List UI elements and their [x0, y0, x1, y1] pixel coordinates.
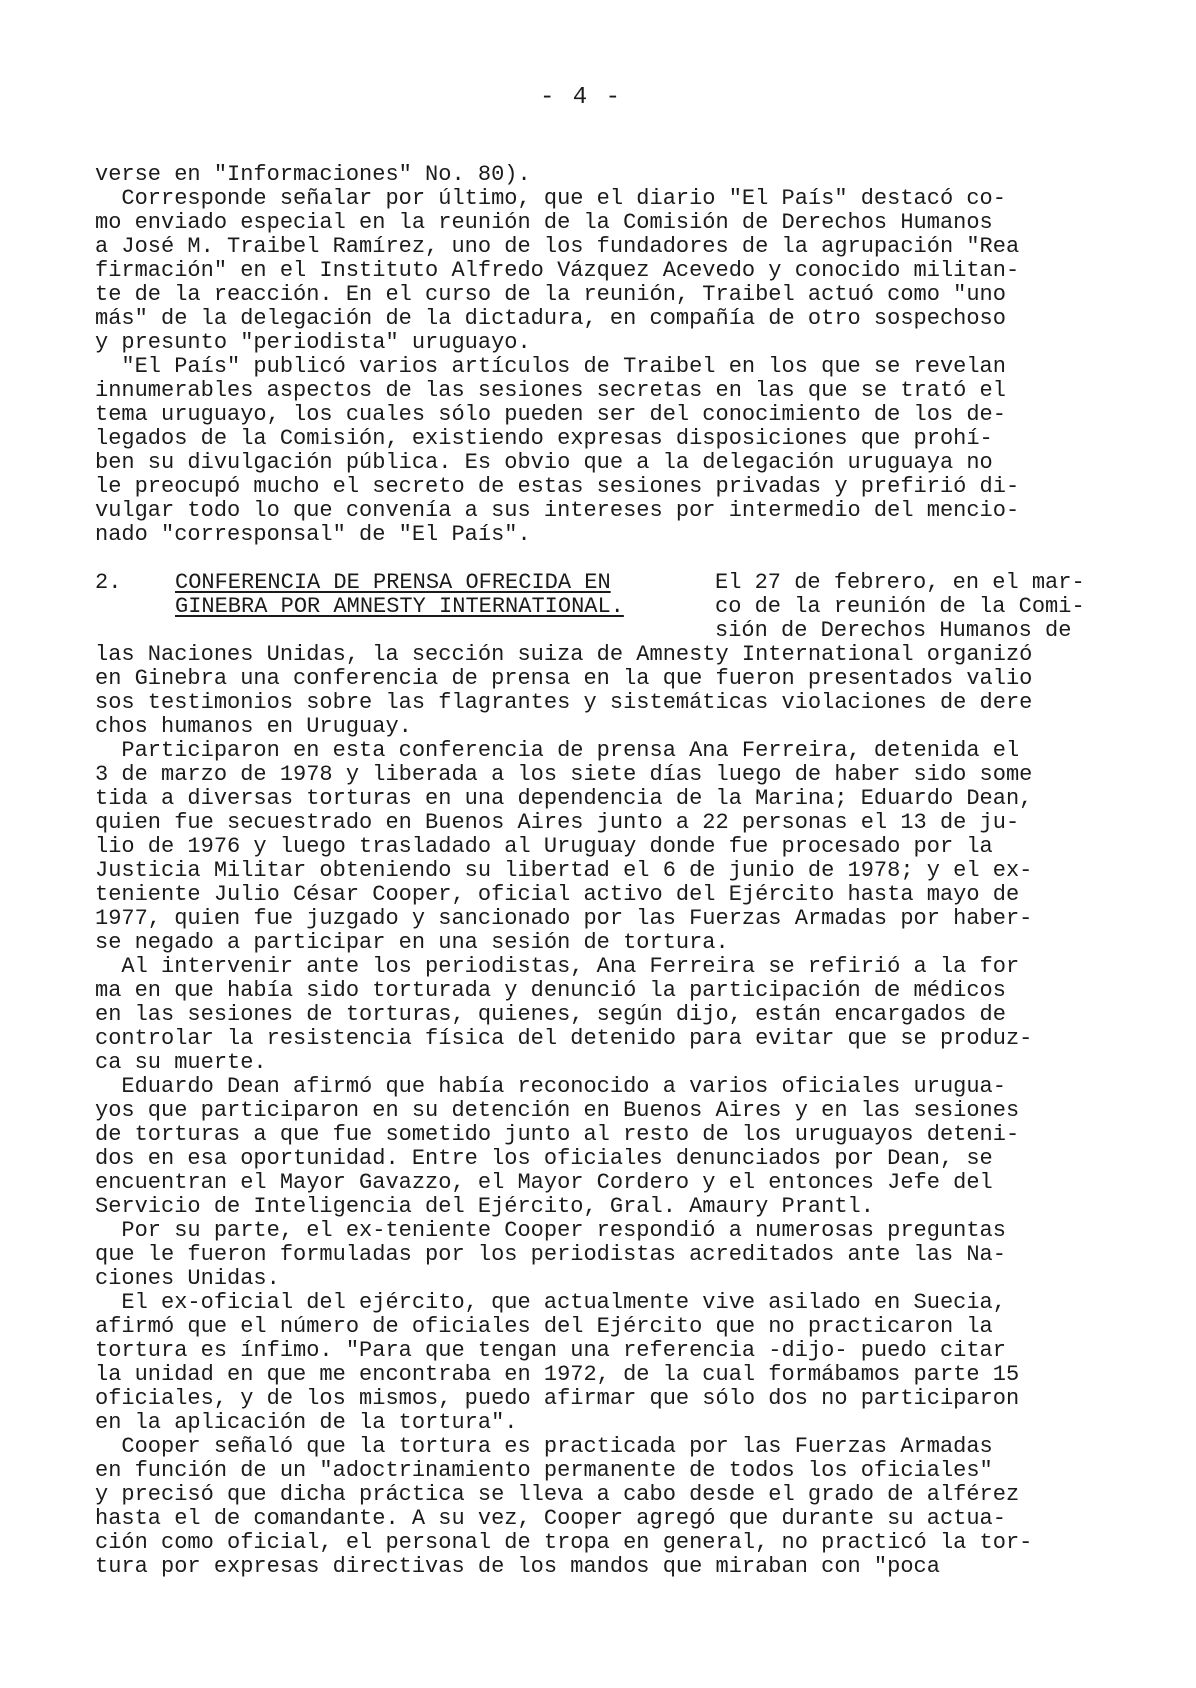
text-line: y precisó que dicha práctica se lleva a cabo desde el grado de alférez [95, 1482, 1020, 1507]
text-line: ca su muerte. [95, 1050, 267, 1075]
text-line: lio de 1976 y luego trasladado al Uruguay donde fue procesado por la [95, 834, 993, 859]
text-line: encuentran el Mayor Gavazzo, el Mayor Cordero y el entonces Jefe del [95, 1170, 993, 1195]
text-line: y presunto "periodista" uruguayo. [95, 330, 531, 355]
text-line: afirmó que el número de oficiales del Ejército que no practicaron la [95, 1314, 993, 1339]
text-line: 3 de marzo de 1978 y liberada a los siete días luego de haber sido some [95, 762, 1033, 787]
intro-line: sión de Derechos Humanos de [715, 618, 1072, 643]
text-line: te de la reacción. En el curso de la reunión, Traibel actuó como "uno [95, 282, 1006, 307]
text-line: innumerables aspectos de las sesiones secretas en las que se trató el [95, 378, 1006, 403]
text-line: ben su divulgación pública. Es obvio que a la delegación uruguaya no [95, 450, 993, 475]
text-line: dos en esa oportunidad. Entre los oficiales denunciados por Dean, se [95, 1146, 993, 1171]
text-line: sos testimonios sobre las flagrantes y sistemáticas violaciones de dere [95, 690, 1033, 715]
text-line: teniente Julio César Cooper, oficial activo del Ejército hasta mayo de [95, 882, 1020, 907]
text-line: a José M. Traibel Ramírez, uno de los fundadores de la agrupación "Rea [95, 234, 1020, 259]
text-line: Cooper señaló que la tortura es practicada por las Fuerzas Armadas [95, 1434, 993, 1459]
heading-line: CONFERENCIA DE PRENSA OFRECIDA EN [175, 570, 611, 595]
section-2 [95, 571, 1125, 643]
text-line: nado "corresponsal" de "El País". [95, 522, 531, 547]
text-line: tema uruguayo, los cuales sólo pueden ser del conocimiento de los de- [95, 402, 1006, 427]
page-number: - 4 - [540, 84, 623, 111]
text-line: El ex-oficial del ejército, que actualmente vive asilado en Suecia, [95, 1290, 1006, 1315]
text-line: legados de la Comisión, existiendo expresas disposiciones que prohí- [95, 426, 993, 451]
text-line: de torturas a que fue sometido junto al resto de los uruguayos deteni- [95, 1122, 1020, 1147]
section-heading [175, 571, 624, 619]
intro-line: El 27 de febrero, en el mar- [715, 570, 1085, 595]
text-line: tura por expresas directivas de los mandos que miraban con "poca [95, 1554, 940, 1579]
text-line: Servicio de Inteligencia del Ejército, Gral. Amaury Prantl. [95, 1194, 874, 1219]
text-line: 1977, quien fue juzgado y sancionado por las Fuerzas Armadas por haber- [95, 906, 1033, 931]
text-line: más" de la delegación de la dictadura, en compañía de otro sospechoso [95, 306, 1006, 331]
text-line: hasta el de comandante. A su vez, Cooper agregó que durante su actua- [95, 1506, 1006, 1531]
text-line: en la aplicación de la tortura". [95, 1410, 518, 1435]
text-line: la unidad en que me encontraba en 1972, de la cual formábamos parte 15 [95, 1362, 1020, 1387]
text-line: yos que participaron en su detención en Buenos Aires y en las sesiones [95, 1098, 1020, 1123]
text-line: controlar la resistencia física del detenido para evitar que se produz- [95, 1026, 1033, 1051]
paragraph-block-bottom [95, 643, 1125, 1579]
text-line: Eduardo Dean afirmó que había reconocido a varios oficiales urugua- [95, 1074, 1006, 1099]
paragraph-block-top [95, 163, 1125, 547]
text-line: en Ginebra una conferencia de prensa en la que fueron presentados valio [95, 666, 1033, 691]
heading-line: GINEBRA POR AMNESTY INTERNATIONAL. [175, 594, 624, 619]
text-line: en las sesiones de torturas, quienes, según dijo, están encargados de [95, 1002, 1006, 1027]
text-line: quien fue secuestrado en Buenos Aires junto a 22 personas el 13 de ju- [95, 810, 1020, 835]
text-line: verse en "Informaciones" No. 80). [95, 162, 531, 187]
text-line: que le fueron formuladas por los periodistas acreditados ante las Na- [95, 1242, 1006, 1267]
text-line: tortura es ínfimo. "Para que tengan una referencia -dijo- puedo citar [95, 1338, 1006, 1363]
section-intro [715, 571, 1085, 643]
text-line: Por su parte, el ex-teniente Cooper respondió a numerosas preguntas [95, 1218, 1006, 1243]
text-line: "El País" publicó varios artículos de Traibel en los que se revelan [95, 354, 1006, 379]
text-line: le preocupó mucho el secreto de estas sesiones privadas y prefirió di- [95, 474, 1020, 499]
text-line: oficiales, y de los mismos, puedo afirmar que sólo dos no participaron [95, 1386, 1020, 1411]
text-line: ción como oficial, el personal de tropa en general, no practicó la tor- [95, 1530, 1033, 1555]
text-line: vulgar todo lo que convenía a sus intereses por intermedio del mencio- [95, 498, 1020, 523]
intro-line: co de la reunión de la Comi- [715, 594, 1085, 619]
text-line: firmación" en el Instituto Alfredo Vázquez Acevedo y conocido militan- [95, 258, 1020, 283]
text-line: Corresponde señalar por último, que el diario "El País" destacó co- [95, 186, 1006, 211]
text-line: chos humanos en Uruguay. [95, 714, 412, 739]
text-line: ma en que había sido torturada y denunció la participación de médicos [95, 978, 1006, 1003]
text-line: Justicia Militar obteniendo su libertad el 6 de junio de 1978; y el ex- [95, 858, 1033, 883]
text-line: en función de un "adoctrinamiento permanente de todos los oficiales" [95, 1458, 993, 1483]
text-line: las Naciones Unidas, la sección suiza de Amnesty International organizó [95, 642, 1033, 667]
text-line: mo enviado especial en la reunión de la Comisión de Derechos Humanos [95, 210, 993, 235]
section-number: 2. [95, 570, 122, 595]
text-line: Al intervenir ante los periodistas, Ana Ferreira se refirió a la for [95, 954, 1020, 979]
text-line: Participaron en esta conferencia de prensa Ana Ferreira, detenida el [95, 738, 1020, 763]
text-line: tida a diversas torturas en una dependencia de la Marina; Eduardo Dean, [95, 786, 1033, 811]
text-line: ciones Unidas. [95, 1266, 280, 1291]
text-line: se negado a participar en una sesión de tortura. [95, 930, 729, 955]
